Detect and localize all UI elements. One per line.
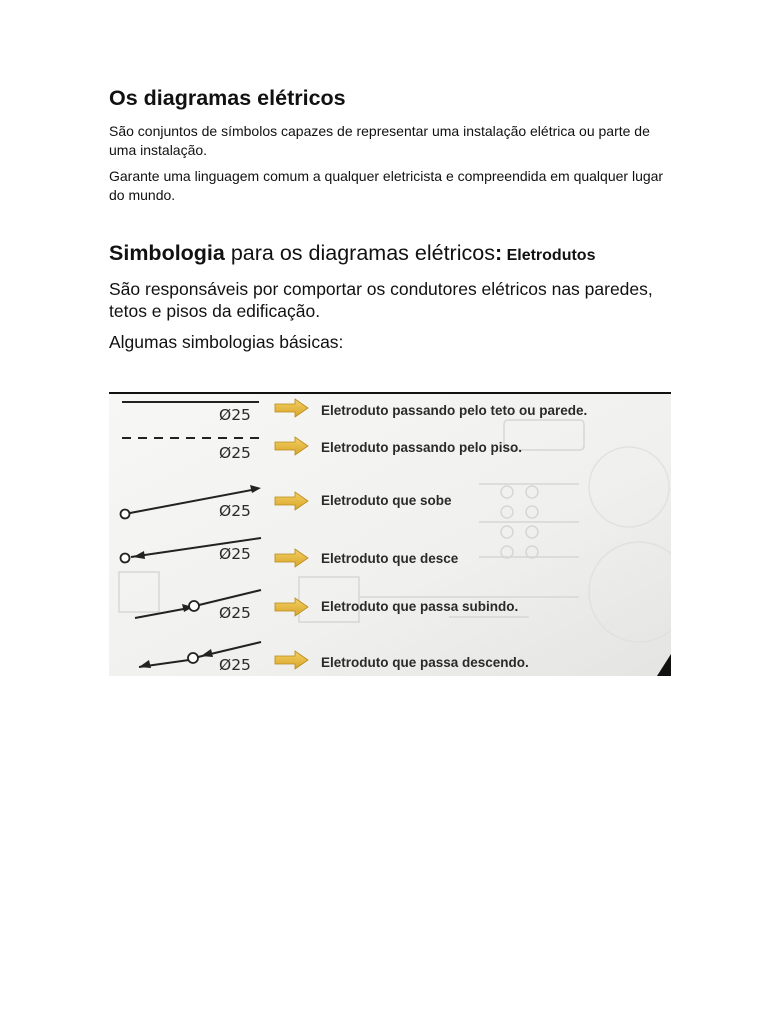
conduit-end-circle — [121, 510, 130, 519]
title-rest: para os diagramas elétricos — [224, 241, 495, 265]
passing-circle — [189, 601, 199, 611]
paragraph-eletrodutos: São responsáveis por comportar os condutores elétricos nas paredes, tetos e pisos da edificação. — [109, 279, 653, 321]
title-colon: : — [494, 241, 503, 265]
title-small-word: Eletrodutos — [502, 247, 596, 264]
dimension-label-6: Ø25 — [219, 656, 251, 674]
passing-circle — [188, 653, 198, 663]
figure-background — [109, 392, 671, 676]
conduit-end-circle — [121, 554, 130, 563]
title-bold-word: Simbologia — [109, 241, 225, 265]
paragraph-language: Garante uma linguagem comum a qualquer eletricista e compreendida em qualquer lugar do mundo. — [109, 168, 664, 203]
paragraph-definition: São conjuntos de símbolos capazes de representar uma instalação elétrica ou parte de uma instalação. — [109, 123, 650, 158]
symbol-description-5: Eletroduto que passa subindo. — [321, 599, 519, 614]
dimension-label-2: Ø25 — [219, 444, 251, 462]
symbol-description-4: Eletroduto que desce — [321, 551, 459, 566]
paragraph-basic-symbols: Algumas simbologias básicas: — [109, 332, 344, 352]
dimension-label-4: Ø25 — [219, 545, 251, 563]
symbol-description-1: Eletroduto passando pelo teto ou parede. — [321, 403, 588, 418]
symbol-description-2: Eletroduto passando pelo piso. — [321, 440, 523, 455]
symbol-table-svg — [109, 392, 671, 676]
section-title-simbologia — [109, 241, 595, 266]
dimension-label-5: Ø25 — [219, 604, 251, 622]
symbol-description-3: Eletroduto que sobe — [321, 493, 452, 508]
dimension-label-1: Ø25 — [219, 406, 251, 424]
symbol-table-figure — [109, 392, 671, 676]
dimension-label-3: Ø25 — [219, 502, 251, 520]
section-title-diagramas: Os diagramas elétricos — [109, 86, 346, 110]
symbol-description-6: Eletroduto que passa descendo. — [321, 655, 529, 670]
